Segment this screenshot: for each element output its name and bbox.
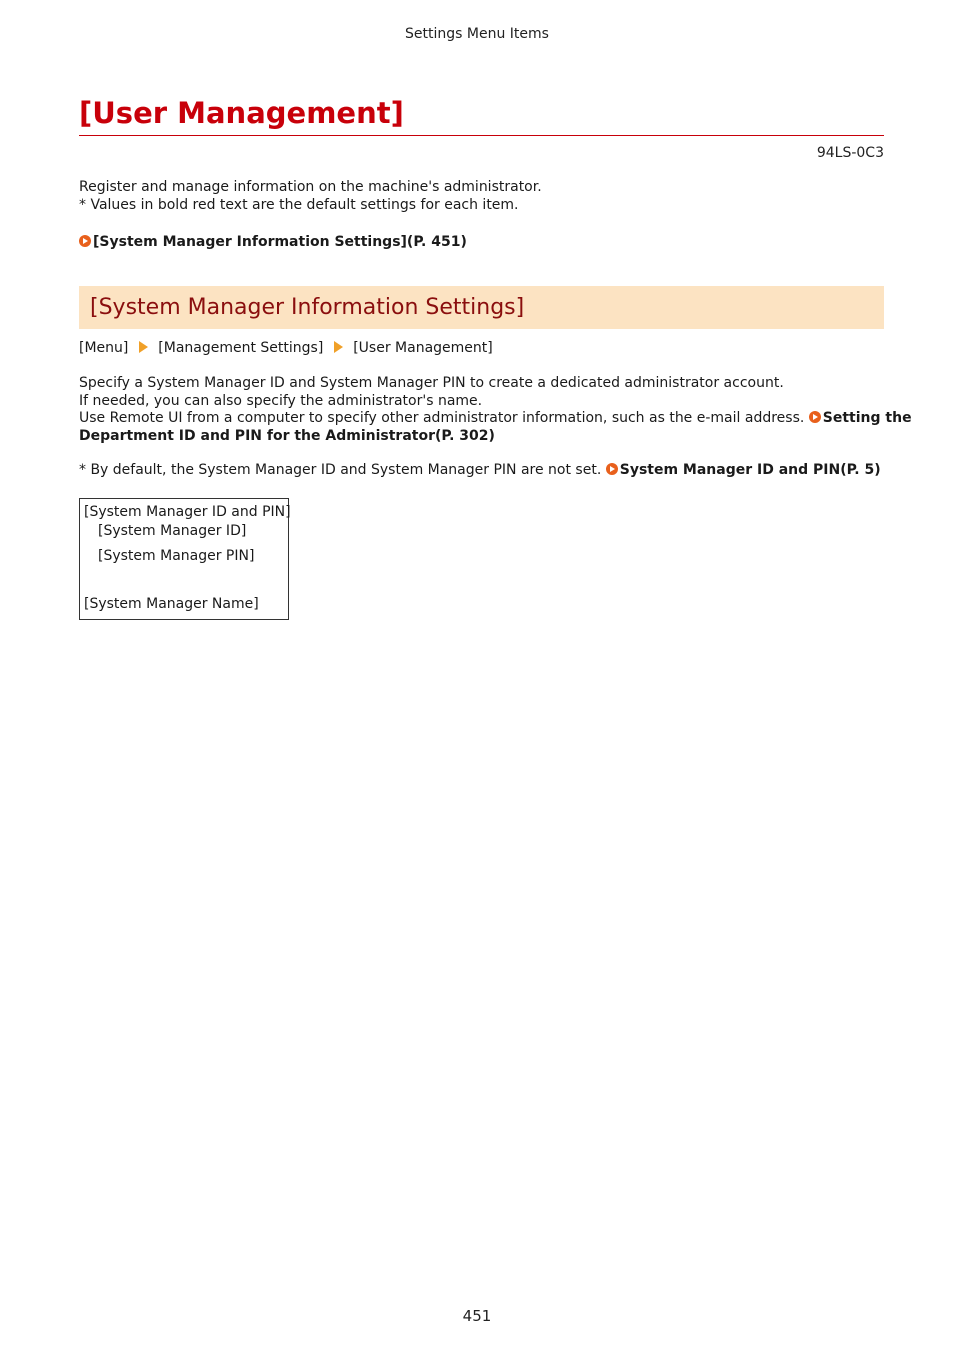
triangle-right-icon xyxy=(334,341,343,353)
link-setting-department-id-part2[interactable]: Department ID and PIN for the Administrator(P. 302) xyxy=(79,427,495,444)
breadcrumb-item-user-management: [User Management] xyxy=(353,340,493,356)
menu-item-system-manager-pin: [System Manager PIN] xyxy=(98,548,255,564)
section-header-band xyxy=(79,286,884,329)
document-code: 94LS-0C3 xyxy=(816,145,884,161)
note-text: * By default, the System Manager ID and System Manager PIN are not set. xyxy=(79,462,602,478)
circle-arrow-right-icon xyxy=(606,463,618,475)
page-number: 451 xyxy=(462,1307,492,1325)
description-line-with-link xyxy=(79,410,912,428)
intro-line: Register and manage information on the machine's administrator. xyxy=(79,179,542,195)
toc-link-system-manager-settings[interactable] xyxy=(79,234,467,250)
link-setting-department-id-part1[interactable]: Setting the xyxy=(822,410,912,426)
toc-link-label: [System Manager Information Settings](P. 451) xyxy=(93,234,467,250)
section-description xyxy=(79,375,912,445)
description-line: If needed, you can also specify the administrator's name. xyxy=(79,392,483,409)
description-line: Specify a System Manager ID and System Manager PIN to create a dedicated administrator account. xyxy=(79,375,784,391)
description-text: Use Remote UI from a computer to specify other administrator information, such as the e-mail address. xyxy=(79,410,805,426)
section-title: [System Manager Information Settings] xyxy=(90,295,525,320)
circle-arrow-right-icon xyxy=(79,235,91,247)
running-header: Settings Menu Items xyxy=(405,26,549,42)
description-link-continuation xyxy=(79,428,884,446)
intro-note: * Values in bold red text are the default settings for each item. xyxy=(79,196,519,213)
menu-item-system-manager-id: [System Manager ID] xyxy=(98,523,247,539)
triangle-right-icon xyxy=(139,341,148,353)
menu-tree-box xyxy=(79,498,289,620)
breadcrumb-item-menu: [Menu] xyxy=(79,340,129,356)
breadcrumb xyxy=(79,340,493,356)
menu-group-system-manager-id-pin: [System Manager ID and PIN] xyxy=(84,504,291,520)
link-system-manager-id-pin[interactable]: System Manager ID and PIN(P. 5) xyxy=(619,462,881,478)
circle-arrow-right-icon xyxy=(809,411,821,423)
page-title: [User Management] xyxy=(79,96,404,130)
menu-item-system-manager-name: [System Manager Name] xyxy=(84,596,259,612)
title-rule xyxy=(79,135,884,136)
default-note xyxy=(79,462,881,478)
intro-paragraph xyxy=(79,179,884,214)
breadcrumb-item-management-settings: [Management Settings] xyxy=(158,340,324,356)
